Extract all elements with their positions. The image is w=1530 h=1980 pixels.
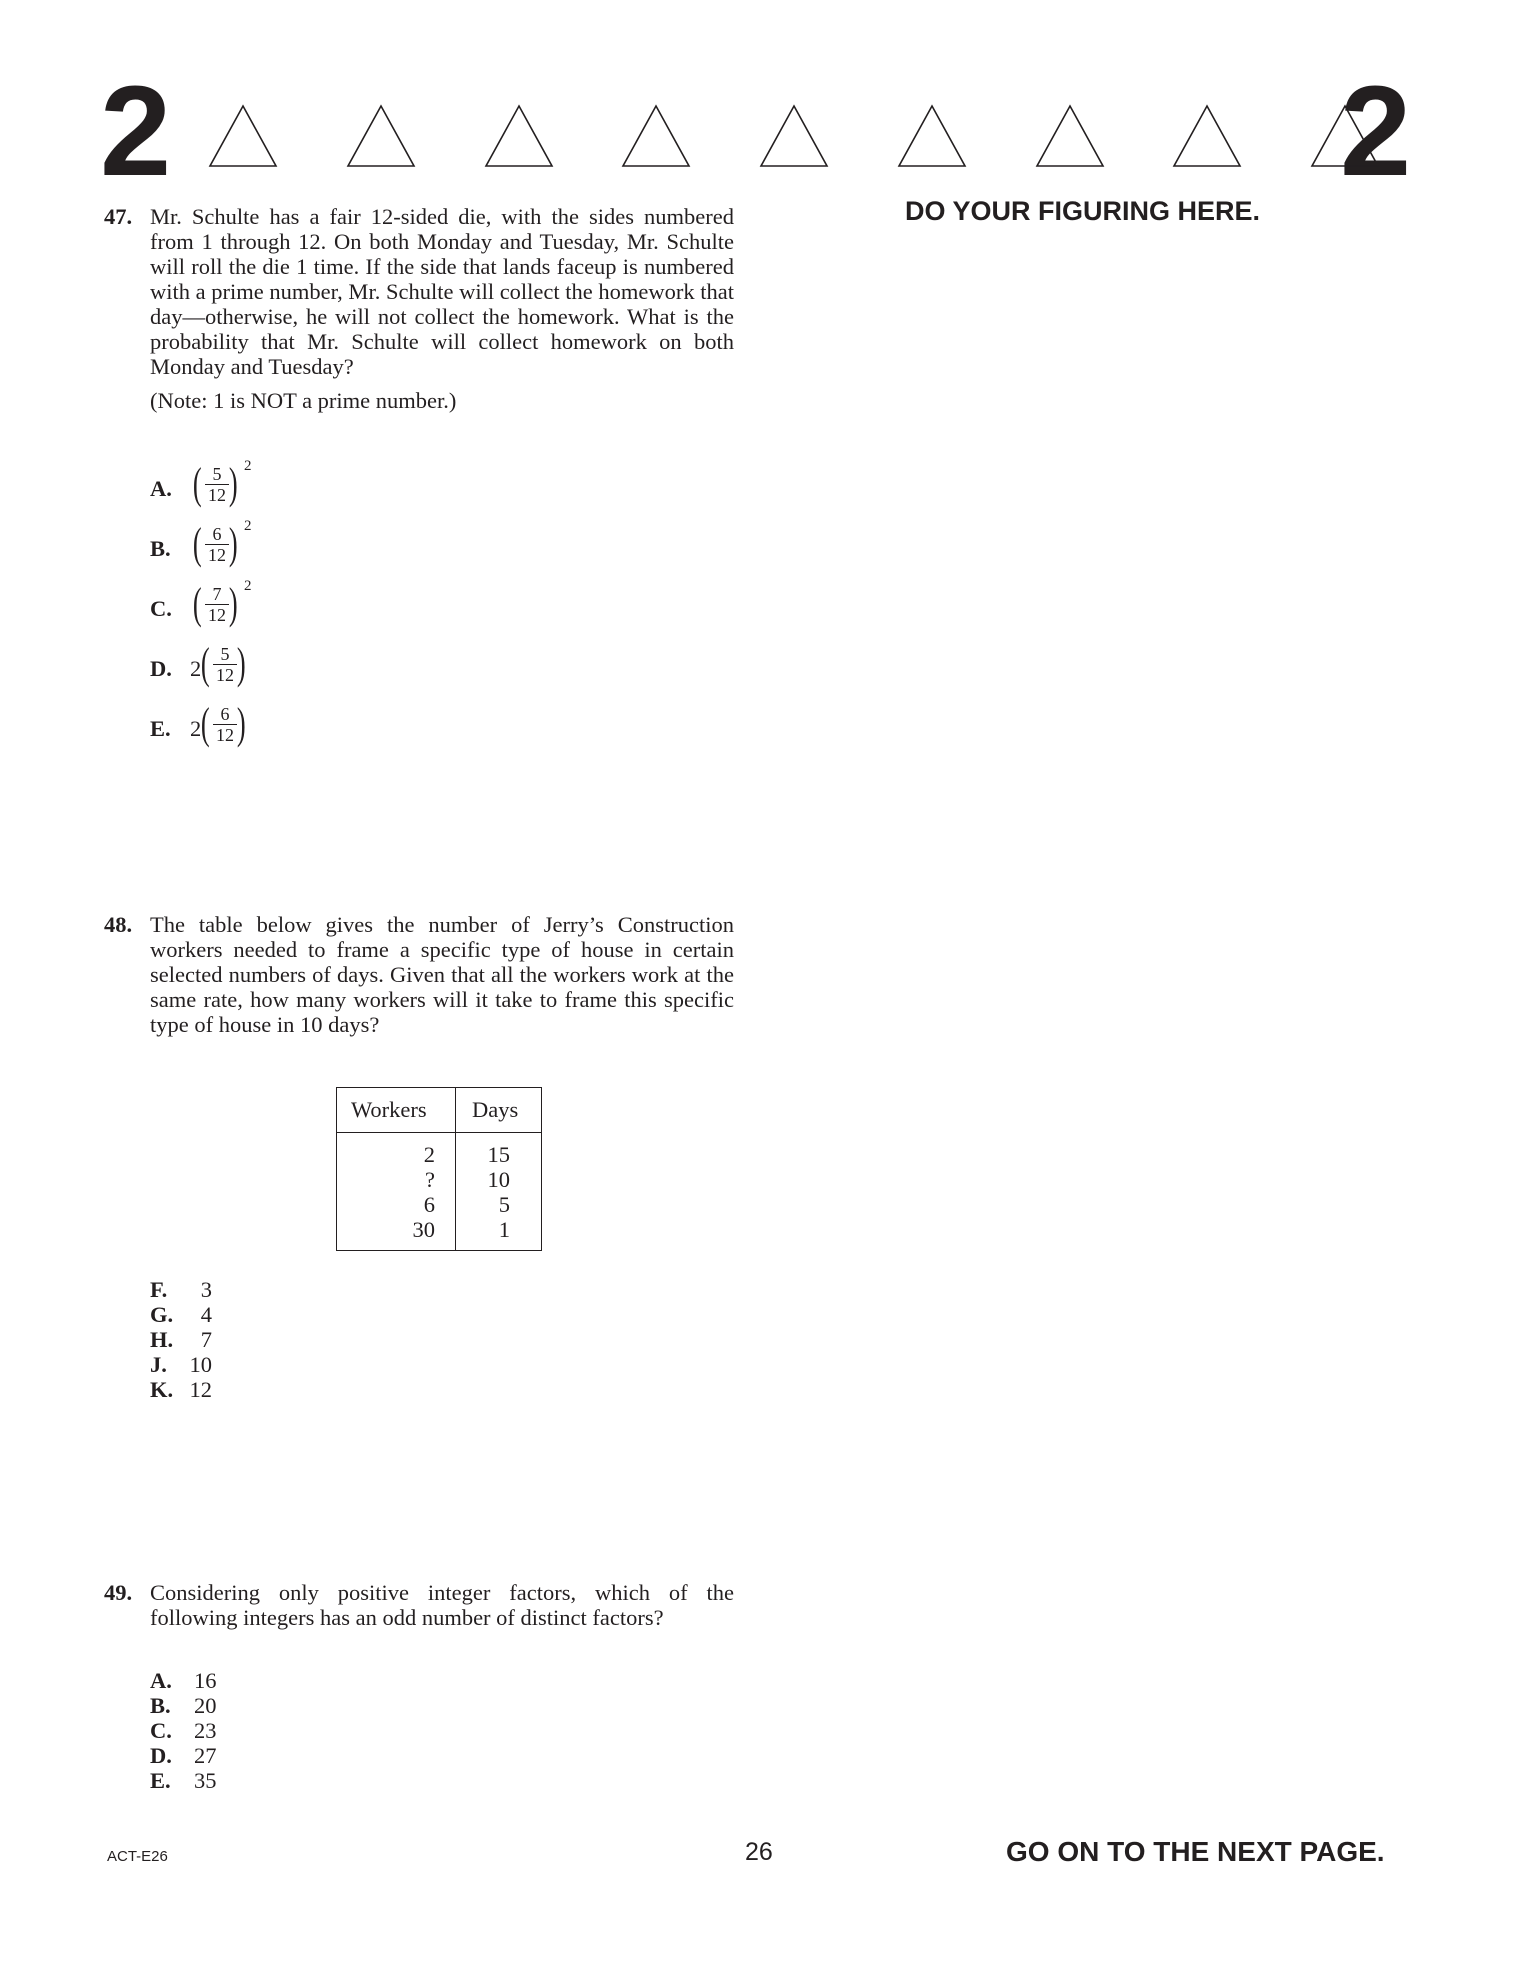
close-paren: ) <box>228 579 238 628</box>
answer-choice-j[interactable] <box>150 1352 212 1377</box>
numerator: 7 <box>212 584 222 604</box>
table-header-workers: Workers <box>351 1097 427 1122</box>
open-paren: ( <box>200 639 210 688</box>
triangle-icon <box>759 104 829 168</box>
numerator: 5 <box>220 644 230 664</box>
answer-choice-g[interactable] <box>150 1302 212 1327</box>
choice-label: A. <box>150 1668 172 1693</box>
choice-value: 23 <box>194 1718 217 1743</box>
answer-choice-b[interactable] <box>150 1693 217 1718</box>
open-paren: ( <box>192 459 202 508</box>
numerator: 6 <box>212 524 222 544</box>
choice-label: E. <box>150 716 171 741</box>
table-cell: 5 <box>498 1192 510 1217</box>
choice-value: 16 <box>194 1668 217 1693</box>
triangle-icon <box>208 104 278 168</box>
denominator: 12 <box>216 725 234 745</box>
choice-label: E. <box>150 1768 171 1793</box>
numerator: 6 <box>220 704 230 724</box>
coefficient: 2 <box>190 656 202 681</box>
triangle-icon <box>1310 104 1380 168</box>
triangle-icon <box>897 104 967 168</box>
q48-answer-choices <box>104 1277 212 1402</box>
triangle-icon <box>621 104 691 168</box>
choice-label: D. <box>150 656 172 681</box>
page-number: 26 <box>745 1838 773 1866</box>
workers-column <box>413 1142 436 1242</box>
numerator: 5 <box>212 464 222 484</box>
fraction <box>204 464 230 505</box>
choice-label: B. <box>150 536 171 561</box>
choice-value: 20 <box>194 1693 217 1718</box>
choice-value: 7 <box>200 1327 212 1352</box>
close-paren: ) <box>236 699 246 748</box>
table-header-days: Days <box>472 1097 519 1122</box>
choice-label: C. <box>150 596 172 621</box>
answer-choice-d[interactable] <box>150 1743 217 1768</box>
exponent: 2 <box>244 458 252 474</box>
question-49 <box>104 1580 734 1630</box>
test-code: ACT-E26 <box>107 1848 168 1865</box>
days-column <box>488 1142 511 1242</box>
fraction <box>204 524 230 565</box>
choice-label: J. <box>150 1352 167 1377</box>
table-cell: 15 <box>487 1142 510 1167</box>
triangle-icon <box>346 104 416 168</box>
question-number: 48. <box>104 912 133 937</box>
fraction <box>212 644 238 685</box>
q49-answer-choices <box>104 1668 217 1793</box>
table-cell: 1 <box>498 1217 510 1242</box>
choice-label: F. <box>150 1277 168 1302</box>
choice-value: 35 <box>194 1768 217 1793</box>
question-stem: Mr. Schulte has a fair 12-sided die, with the sides numbered from 1 through 12. On both Monday and Tuesday, Mr. Schulte will roll the die 1 time. If the side that lands faceup is numbered with a prime number, Mr. Schulte will collect the homework that day—otherwise, he will not collect the homework. What is the probability that Mr. Schulte will collect homework on both Monday and Tuesday? <box>150 204 734 379</box>
triangle-icon <box>1172 104 1242 168</box>
table-cell: 2 <box>423 1142 435 1167</box>
table-cell: 10 <box>487 1167 510 1192</box>
choice-value: 27 <box>194 1743 217 1768</box>
section-number-right: 2 <box>1340 60 1408 203</box>
answer-choice-f[interactable] <box>150 1277 212 1302</box>
choice-value: 12 <box>189 1377 212 1402</box>
question-stem: Considering only positive integer factors, which of the following integers has an odd number of distinct factors? <box>150 1580 734 1630</box>
question-stem: The table below gives the number of Jerry’s Construction workers needed to frame a specific type of house in certain selected numbers of days. Given that all the workers work at the same rate, how many workers will it take to frame this specific type of house in 10 days? <box>150 912 734 1037</box>
choice-label: H. <box>150 1327 174 1352</box>
answer-choice-k[interactable] <box>150 1377 212 1402</box>
answer-choice-e[interactable] <box>150 1768 217 1793</box>
question-number: 47. <box>104 204 133 229</box>
table-cell: 6 <box>423 1192 435 1217</box>
choice-label: B. <box>150 1693 171 1718</box>
choice-label: D. <box>150 1743 172 1768</box>
denominator: 12 <box>208 545 226 565</box>
close-paren: ) <box>236 639 246 688</box>
choice-value: 10 <box>189 1352 212 1377</box>
denominator: 12 <box>208 485 226 505</box>
choice-value: 3 <box>200 1277 212 1302</box>
exponent: 2 <box>244 578 252 594</box>
denominator: 12 <box>208 605 226 625</box>
triangle-icon <box>1035 104 1105 168</box>
open-paren: ( <box>200 699 210 748</box>
triangle-icon <box>484 104 554 168</box>
workers-days-table <box>336 1087 542 1251</box>
question-47 <box>104 204 734 413</box>
choice-label: G. <box>150 1302 174 1327</box>
answer-choice-h[interactable] <box>150 1327 212 1352</box>
answer-choice-c[interactable] <box>150 1718 217 1743</box>
close-paren: ) <box>228 519 238 568</box>
coefficient: 2 <box>190 716 202 741</box>
exponent: 2 <box>244 518 252 534</box>
fraction <box>204 584 230 625</box>
choice-label: K. <box>150 1377 174 1402</box>
table-cell: ? <box>425 1167 435 1192</box>
choice-value: 4 <box>200 1302 212 1327</box>
table-cell: 30 <box>412 1217 435 1242</box>
question-48 <box>104 912 734 1037</box>
answer-choice-a[interactable] <box>150 1668 217 1693</box>
open-paren: ( <box>192 579 202 628</box>
fraction <box>212 704 238 745</box>
question-note: (Note: 1 is NOT a prime number.) <box>150 388 457 413</box>
denominator: 12 <box>216 665 234 685</box>
open-paren: ( <box>192 519 202 568</box>
choice-label: A. <box>150 476 172 501</box>
choice-label: C. <box>150 1718 172 1743</box>
next-page-notice: GO ON TO THE NEXT PAGE. <box>1006 1836 1385 1867</box>
section-number-left: 2 <box>100 60 168 203</box>
figuring-label: DO YOUR FIGURING HERE. <box>905 196 1261 226</box>
question-number: 49. <box>104 1580 133 1605</box>
close-paren: ) <box>228 459 238 508</box>
